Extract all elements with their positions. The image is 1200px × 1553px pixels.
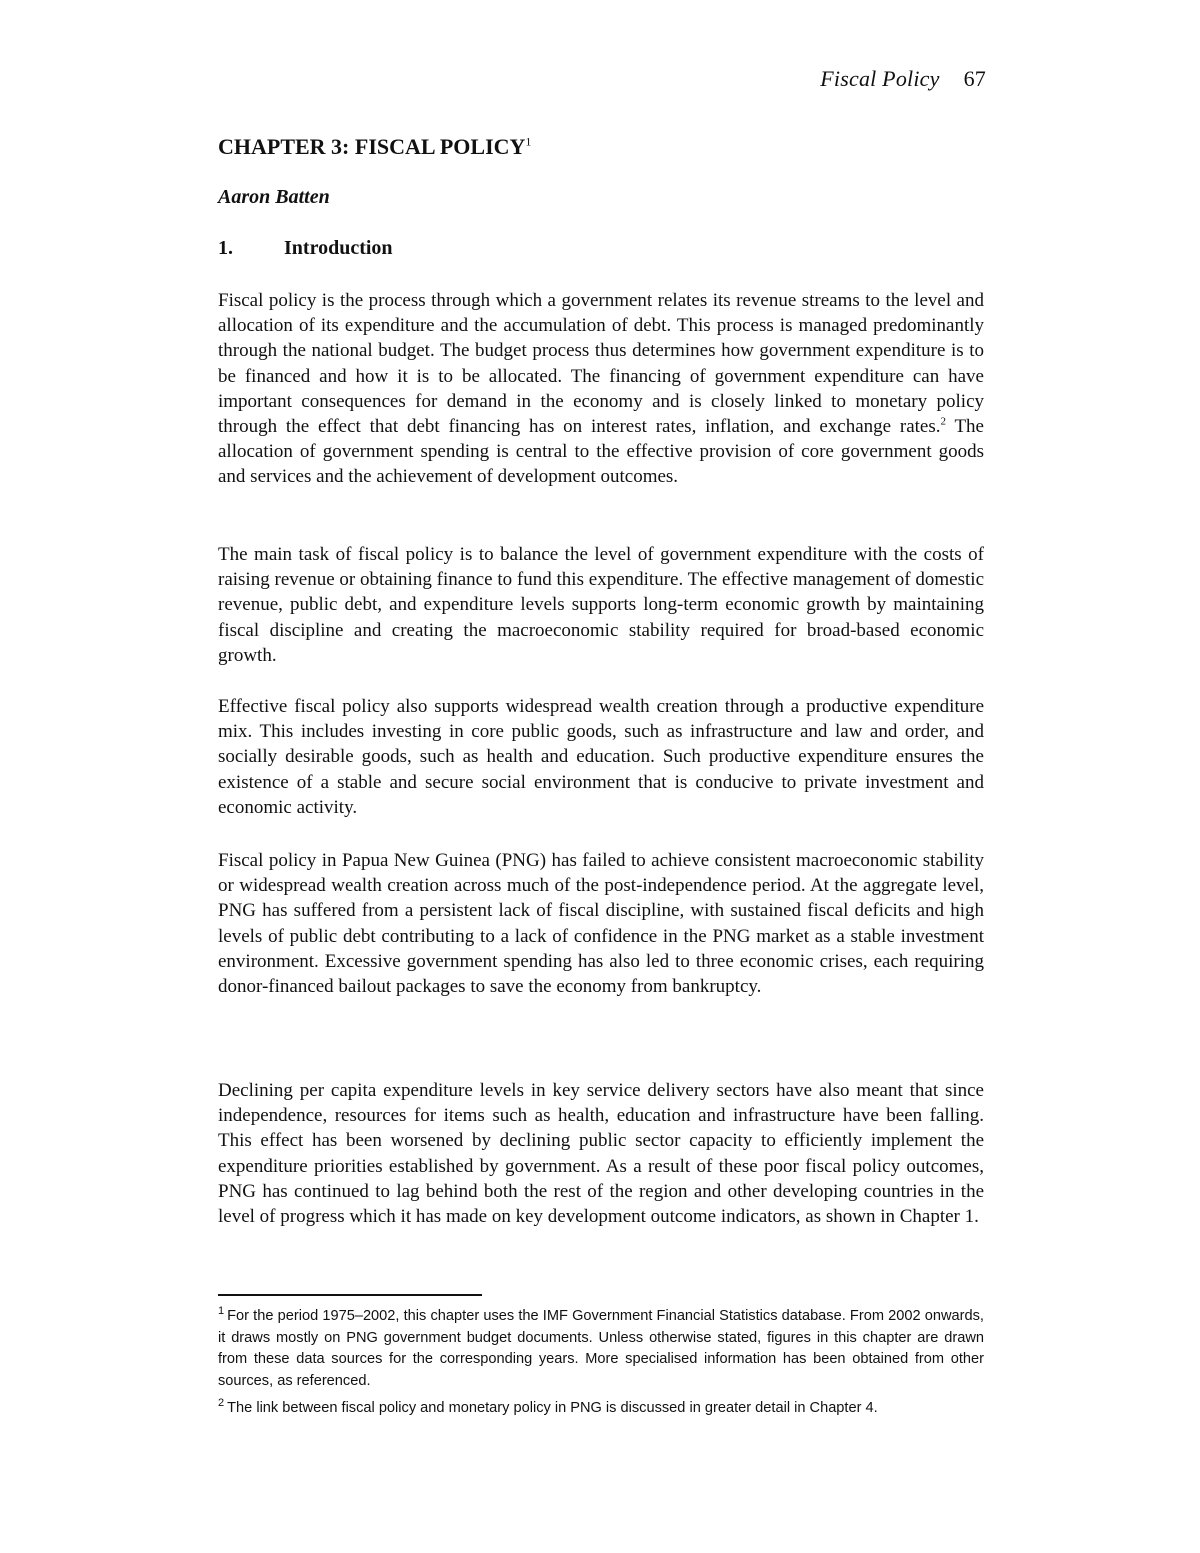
chapter-title-text: CHAPTER 3: FISCAL POLICY <box>218 134 526 159</box>
footnote-1-text: For the period 1975–2002, this chapter uses the IMF Government Financial Statistics database. From 2002 onwards, it draws mostly on PNG government budget documents. Unless otherwise stated, figures in this chapter are drawn from these data sources for the corresponding years. More specialised information has been obtained from other sources, as referenced. <box>218 1308 984 1389</box>
running-head <box>820 66 986 92</box>
section-heading <box>218 237 393 260</box>
chapter-title <box>218 134 531 160</box>
section-title: Introduction <box>284 237 393 259</box>
paragraph-5: Declining per capita expenditure levels in key service delivery sectors have also meant that since independence, resources for items such as health, education and infrastructure have been falling. This effect has been worsened by declining public sector capacity to efficiently implement the expenditure priorities established by government. As a result of these poor fiscal policy outcomes, PNG has continued to lag behind both the rest of the region and other developing countries in the level of progress which it has made on key development outcome indicators, as shown in Chapter 1. <box>218 1080 984 1228</box>
page-number: 67 <box>963 66 986 91</box>
paragraph-1-text: Fiscal policy is the process through which a government relates its revenue streams to the level and allocation of its expenditure and the accumulation of debt. This process is managed predominantly through the national budget. The budget process thus determines how government expenditure is to be financed and how it is to be allocated. The financing of government expenditure can have important consequences for demand in the economy and is closely linked to monetary policy through the effect that debt financing has on interest rates, inflation, and exchange rates. <box>218 290 984 438</box>
footnote-2 <box>218 1398 984 1420</box>
paragraph-3: Effective fiscal policy also supports widespread wealth creation through a productive expenditure mix. This includes investing in core public goods, such as infrastructure and law and order, and socially desirable goods, such as health and education. Such productive expenditure ensures the existence of a stable and secure social environment that is conducive to private investment and economic activity. <box>218 696 984 818</box>
footnote-ref-1[interactable]: 1 <box>525 134 532 149</box>
footnote-divider <box>218 1294 482 1296</box>
paragraph-1 <box>218 288 984 490</box>
paragraph-4: Fiscal policy in Papua New Guinea (PNG) has failed to achieve consistent macroeconomic stability or widespread wealth creation across much of the post-independence period. At the aggregate level, PNG has suffered from a persistent lack of fiscal discipline, with sustained fiscal deficits and high levels of public debt contributing to a lack of confidence in the PNG market as a stable investment environment. Excessive government spending has also led to three economic crises, each requiring donor-financed bailout packages to save the economy from bankruptcy. <box>218 850 984 998</box>
paragraph-2: The main task of fiscal policy is to balance the level of government expenditure with the costs of raising revenue or obtaining finance to fund this expenditure. The effective management of domestic revenue, public debt, and expenditure levels supports long-term economic growth by maintaining fiscal discipline and creating the macroeconomic stability required for broad-based economic growth. <box>218 544 984 666</box>
footnote-1-number: 1 <box>218 1305 225 1318</box>
footnote-ref-2[interactable]: 2 <box>940 415 946 428</box>
running-head-title: Fiscal Policy <box>820 66 940 91</box>
footnote-2-number: 2 <box>218 1397 225 1410</box>
paragraph-1-text-cont: The allocation of government spending is central to the effective provision of core government goods and services and the achievement of development outcomes. <box>218 416 984 488</box>
section-number: 1. <box>218 237 233 259</box>
footnote-2-text: The link between fiscal policy and monetary policy in PNG is discussed in greater detail in Chapter 4. <box>227 1400 878 1416</box>
author-name: Aaron Batten <box>218 186 330 208</box>
footnote-1 <box>218 1306 984 1392</box>
